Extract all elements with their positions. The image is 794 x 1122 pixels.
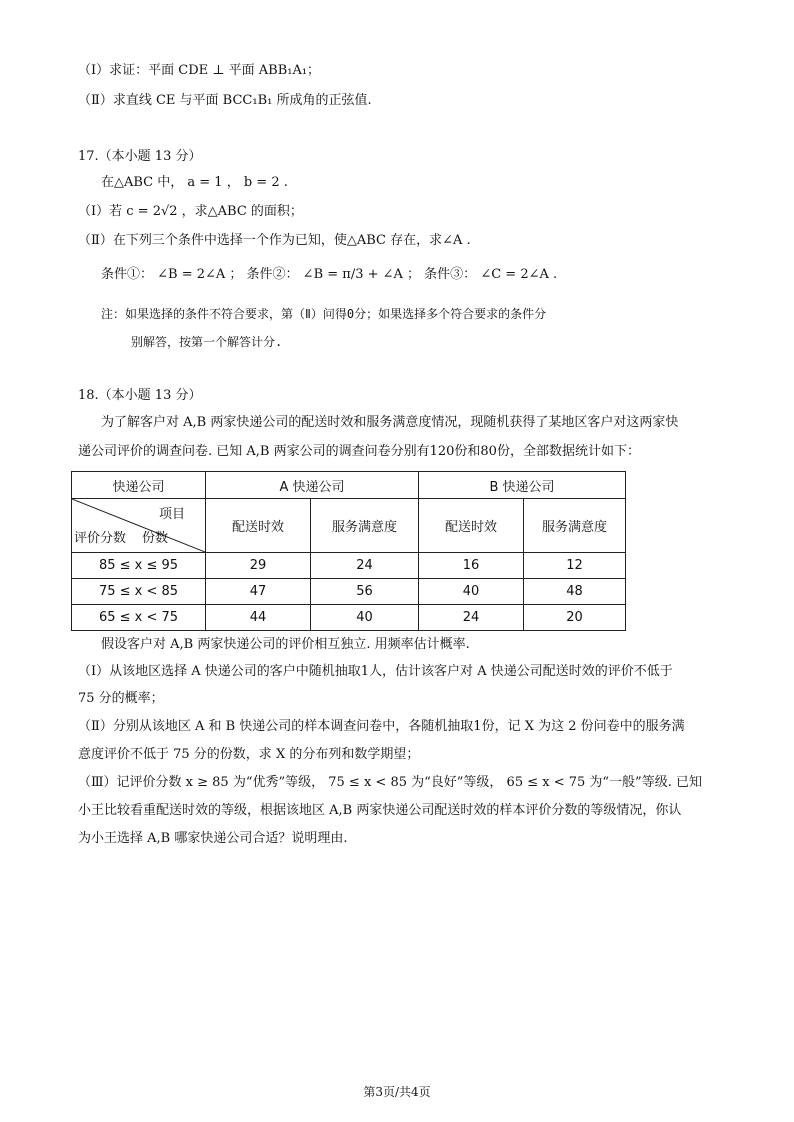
table-row	[72, 553, 626, 579]
q18-part3-line3: 为小王选择 A,B 哪家快递公司合适？说明理由.	[78, 831, 348, 846]
q18-intro-line2: 递公司评价的调查问卷. 已知 A,B 两家公司的调查问卷分别有120份和80份，全部数据统计如下：	[78, 444, 640, 459]
cell: 40	[419, 579, 524, 605]
q18-part3-line1: （Ⅲ）记评价分数 x ≥ 85 为“优秀”等级， 75 ≤ x < 85 为“良好”等级， 65 ≤ x < 75 为“一般”等级. 已知	[78, 775, 702, 790]
q18-intro-line1: 为了解客户对 A,B 两家快递公司的配送时效和服务满意度情况，现随机获得了某地区客户对这两家快	[101, 415, 679, 430]
q17-part1: （Ⅰ）若 c = 2√2 ，求△ABC 的面积；	[78, 204, 303, 219]
q17-note-line1: 注：如果选择的条件不符合要求，第（Ⅱ）问得0分；如果选择多个符合要求的条件分	[101, 307, 547, 321]
q18-assumption: 假设客户对 A,B 两家快递公司的评价相互独立. 用频率估计概率.	[101, 637, 470, 652]
q18-part3-line2: 小王比较看重配送时效的等级，根据该地区 A,B 两家快递公司配送时效的样本评价分数的等级情况，你认	[78, 803, 682, 818]
q16-part2: （Ⅱ）求直线 CE 与平面 BCC₁B₁ 所成角的正弦值.	[78, 93, 372, 108]
header-a-company: A 快递公司	[206, 472, 419, 499]
q18-part2-line2: 意度评价不低于 75 分的份数，求 X 的分布列和数学期望；	[78, 747, 420, 762]
table-row	[72, 605, 626, 631]
q17-note-line2: 别解答，按第一个解答计分.	[131, 335, 283, 349]
subheader-b-delivery: 配送时效	[419, 499, 524, 553]
cell: 40	[311, 605, 419, 631]
subheader-a-delivery: 配送时效	[206, 499, 311, 553]
diag-label-score: 评价分数	[74, 531, 127, 546]
q17-heading: 17.（本小题 13 分）	[78, 149, 202, 164]
subheader-b-satisfaction: 服务满意度	[524, 499, 626, 553]
cell: 56	[311, 579, 419, 605]
cell: 24	[311, 553, 419, 579]
cell: 29	[206, 553, 311, 579]
table-row	[72, 579, 626, 605]
subheader-a-satisfaction: 服务满意度	[311, 499, 419, 553]
row-range: 75 ≤ x < 85	[72, 579, 206, 605]
q18-part1-line1: （Ⅰ）从该地区选择 A 快递公司的客户中随机抽取1人，估计该客户对 A 快递公司配送时效的评价不低于	[78, 664, 673, 679]
q17-part2: （Ⅱ）在下列三个条件中选择一个作为已知，使△ABC 存在，求∠A .	[78, 233, 471, 248]
diag-label-item: 项目	[158, 507, 185, 522]
page-footer: 第3页/共4页	[363, 1085, 431, 1099]
header-b-company: B 快递公司	[419, 472, 626, 499]
row-range: 65 ≤ x < 75	[72, 605, 206, 631]
diagonal-header-cell	[72, 499, 206, 553]
cell: 16	[419, 553, 524, 579]
cell: 20	[524, 605, 626, 631]
q16-part1: （Ⅰ）求证：平面 CDE ⊥ 平面 ABB₁A₁；	[78, 63, 321, 78]
cell: 24	[419, 605, 524, 631]
q18-part2-line1: （Ⅱ）分别从该地区 A 和 B 快递公司的样本调查问卷中，各随机抽取1份，记 X 为这 2 份问卷中的服务满	[78, 719, 685, 734]
q18-heading: 18.（本小题 13 分）	[78, 388, 202, 403]
q18-part1-line2: 75 分的概率；	[78, 691, 164, 706]
row-range: 85 ≤ x ≤ 95	[72, 553, 206, 579]
cell: 44	[206, 605, 311, 631]
q17-conditions: 条件①： ∠B = 2∠A ； 条件②： ∠B = π/3 + ∠A ； 条件③： ∠C = 2∠A .	[101, 267, 558, 282]
cell: 48	[524, 579, 626, 605]
q17-given: 在△ABC 中， a = 1 ， b = 2 .	[101, 175, 288, 190]
diag-label-count: 份数	[142, 531, 169, 546]
survey-table	[71, 471, 626, 631]
cell: 12	[524, 553, 626, 579]
header-company: 快递公司	[72, 472, 206, 499]
cell: 47	[206, 579, 311, 605]
